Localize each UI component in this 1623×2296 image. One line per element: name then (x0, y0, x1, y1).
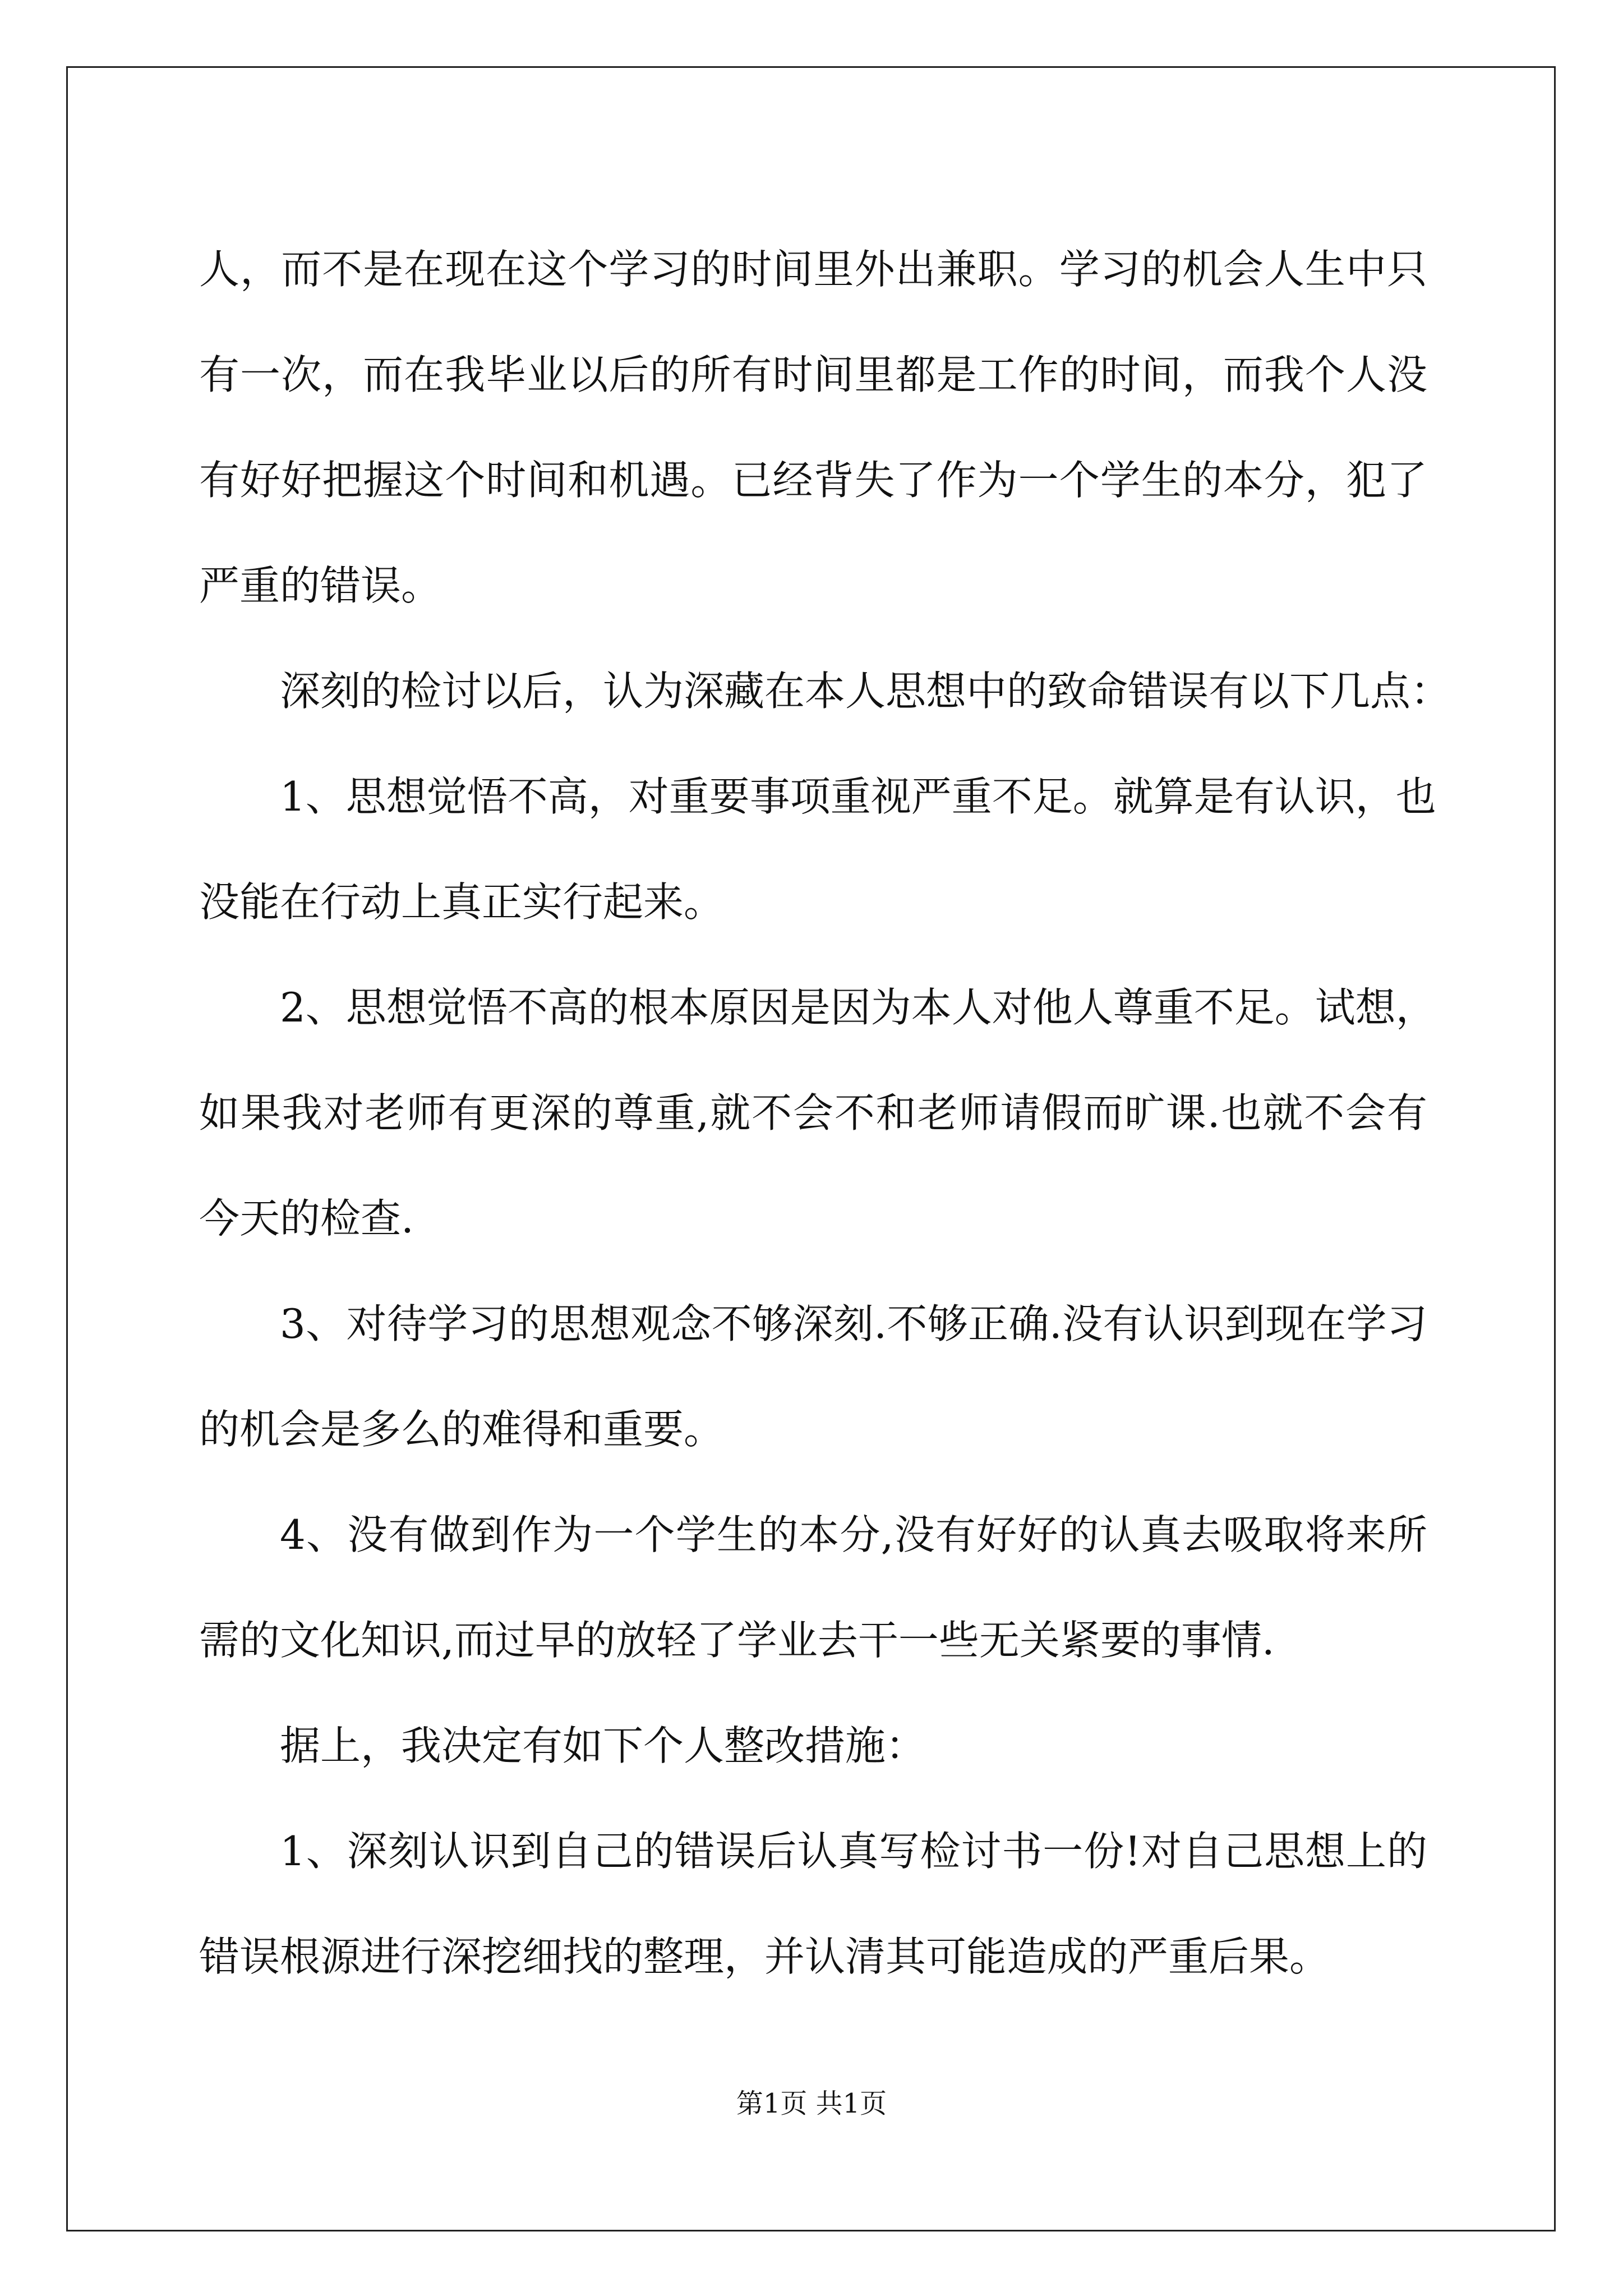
text-line: 没能在行动上真正实行起来。 (199, 878, 725, 926)
text-line: 1、深刻认识到自己的错误后认真写检讨书一份!对自己思想上的 (280, 1828, 1427, 1875)
text-line: 严重的错误。 (199, 562, 442, 609)
text-line: 深刻的检讨以后，认为深藏在本人思想中的致命错误有以下几点： (280, 668, 1451, 715)
text-line: 1、思想觉悟不高，对重要事项重视严重不足。就算是有认识，也 (280, 773, 1436, 820)
text-line: 有好好把握这个时间和机遇。已经背失了作为一个学生的本分，犯了 (199, 457, 1427, 504)
text-line: 今天的检查. (199, 1195, 414, 1242)
text-line: 4、没有做到作为一个学生的本分,没有好好的认真去吸取将来所 (280, 1511, 1427, 1558)
text-line: 错误根源进行深挖细找的整理，并认清其可能造成的严重后果。 (199, 1933, 1330, 1980)
document-body (199, 217, 1451, 2009)
text-line: 有一次，而在我毕业以后的所有时间里都是工作的时间，而我个人没 (199, 351, 1427, 398)
text-line: 需的文化知识,而过早的放轻了学业去干一些无关紧要的事情. (199, 1617, 1275, 1664)
text-line: 3、对待学习的思想观念不够深刻.不够正确.没有认识到现在学习 (280, 1300, 1427, 1347)
text-line: 人，而不是在现在这个学习的时间里外出兼职。学习的机会人生中只 (199, 246, 1427, 293)
text-line: 2、思想觉悟不高的根本原因是因为本人对他人尊重不足。试想， (280, 984, 1436, 1031)
page-number-footer: 第1页 共1页 (736, 2088, 887, 2119)
text-line: 的机会是多么的难得和重要。 (199, 1406, 725, 1453)
text-line: 据上，我决定有如下个人整改措施： (280, 1722, 926, 1769)
text-line: 如果我对老师有更深的尊重,就不会不和老师请假而旷课.也就不会有 (199, 1089, 1427, 1137)
